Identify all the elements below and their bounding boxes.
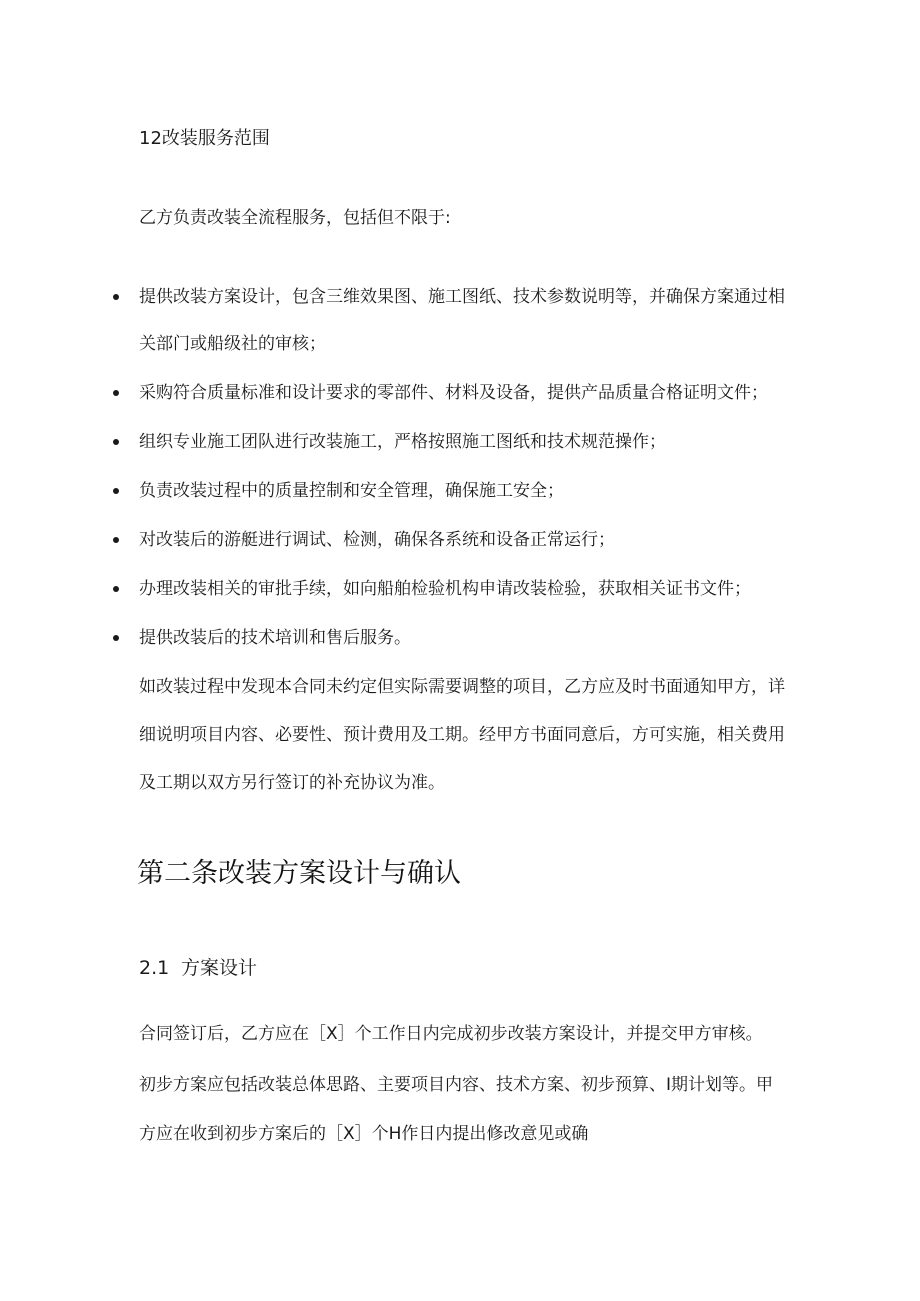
list-item-text: 提供改装后的技术培训和售后服务。 [139, 628, 411, 648]
paragraph-line: 如改装过程中发现本合同未约定但实际需要调整的项目，乙方应及时书面通知甲方，详 [139, 677, 785, 697]
list-item-text: 组织专业施工团队进行改装施工，严格按照施工图纸和技术规范操作； [139, 432, 666, 452]
section-heading: 12改装服务范围 [139, 128, 270, 149]
list-item-text: 办理改装相关的审批手续，如向船舶检验机构申请改装检验，获取相关证书文件； [139, 579, 751, 599]
paragraph-line: 细说明项目内容、必要性、预计费用及工期。经甲方书面同意后，方可实施，相关费用 [139, 725, 785, 745]
bullet-icon [113, 488, 119, 494]
paragraph-line: 合同签订后，乙方应在［X］个工作日内完成初步改装方案设计，并提交甲方审核。 [139, 1024, 763, 1044]
list-item-text: 采购符合质量标准和设计要求的零部件、材料及设备，提供产品质量合格证明文件； [139, 383, 768, 403]
paragraph-line: 及工期以双方另行签订的补充协议为准。 [139, 773, 445, 793]
paragraph-line: 初步方案应包括改装总体思路、主要项目内容、技术方案、初步预算、I期计划等。甲 [139, 1075, 774, 1095]
list-item-text: 对改装后的游艇进行调试、检测，确保各系统和设备正常运行； [139, 530, 615, 550]
section-number: 2.1 [139, 957, 170, 979]
list-item-text: 负责改装过程中的质量控制和安全管理，确保施工安全； [139, 481, 564, 501]
bullet-icon [113, 586, 119, 592]
article-title: 第二条改装方案设计与确认 [137, 858, 461, 889]
bullet-icon [113, 439, 119, 445]
bullet-icon [113, 537, 119, 543]
bullet-icon [113, 635, 119, 641]
list-item-text: 提供改装方案设计，包含三维效果图、施工图纸、技术参数说明等，并确保方案通过相 [139, 287, 785, 307]
bullet-icon [113, 390, 119, 396]
intro-paragraph: 乙方负责改装全流程服务，包括但不限于: [139, 208, 451, 228]
list-item-text: 关部门或船级社的审核； [139, 334, 326, 354]
bullet-icon [113, 294, 119, 300]
section-heading [139, 956, 257, 980]
paragraph-line: 方应在收到初步方案后的［X］个H作日内提出修改意见或确 [139, 1124, 589, 1144]
section-title: 方案设计 [181, 957, 258, 979]
